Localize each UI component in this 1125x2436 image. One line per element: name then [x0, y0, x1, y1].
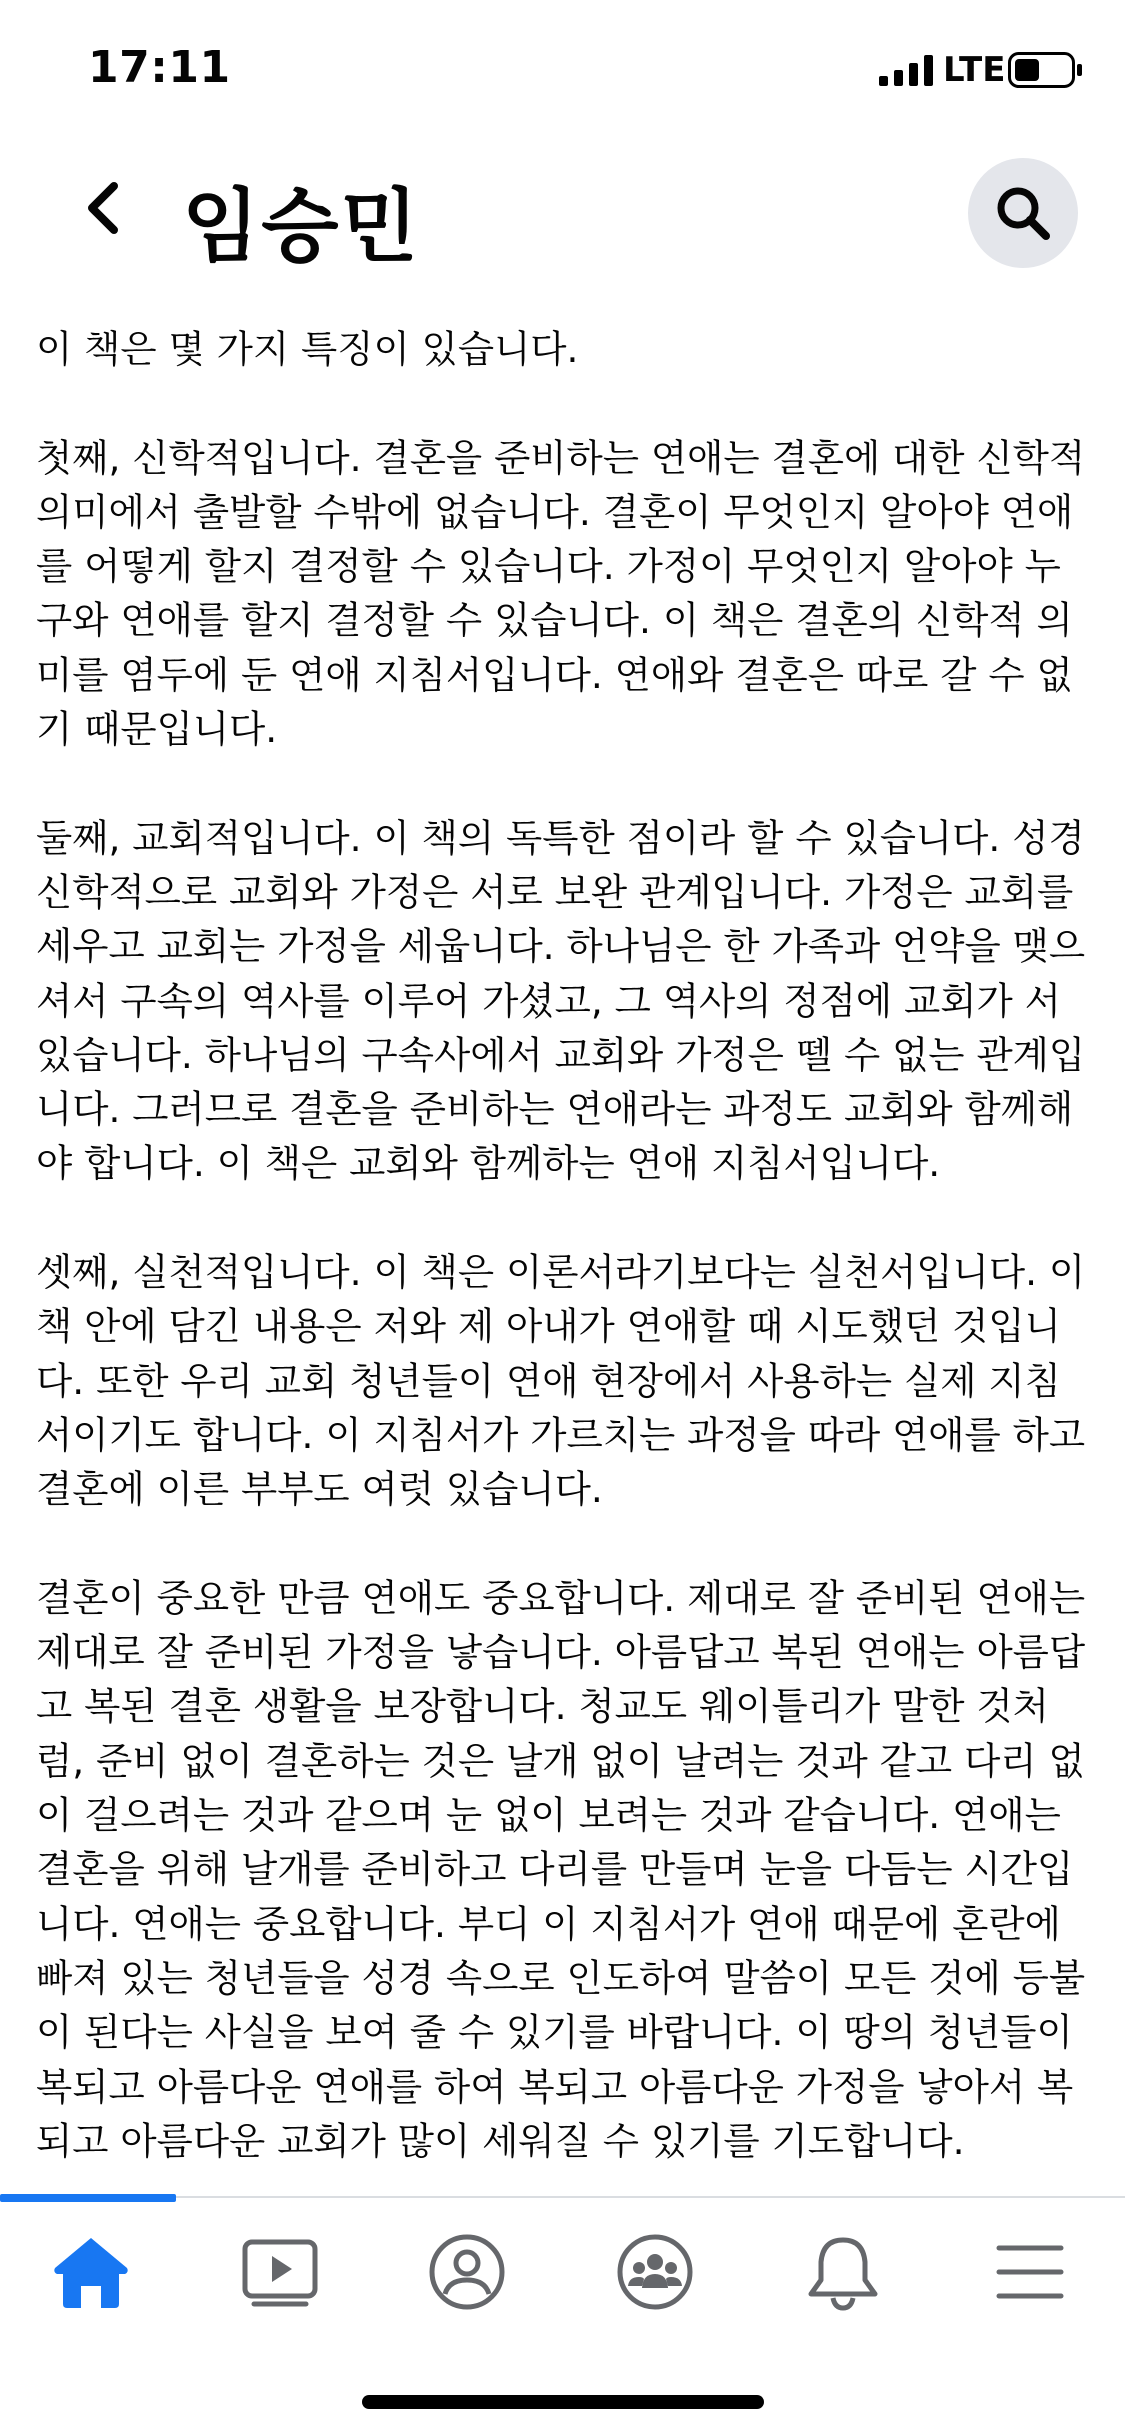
post-text	[36, 322, 1096, 2168]
post-line: 둘째, 교회적입니다. 이 책의 독특한 점이라 할 수 있습니다. 성경	[36, 815, 1085, 860]
chevron-left-icon	[82, 180, 122, 236]
nav-tab-menu[interactable]	[970, 2222, 1090, 2322]
search-icon	[993, 183, 1053, 243]
paragraph-spacer	[36, 1517, 1096, 1571]
nav-tab-watch[interactable]	[220, 2222, 340, 2322]
post-paragraph	[36, 811, 1096, 1191]
post-paragraph	[36, 1245, 1096, 1516]
home-icon	[51, 2234, 131, 2310]
post-line: 있습니다. 하나님의 구속사에서 교회와 가정은 뗄 수 없는 관계입	[36, 1032, 1086, 1077]
nav-tab-profile[interactable]	[407, 2222, 527, 2322]
post-line: 기 때문입니다.	[36, 707, 278, 752]
post-line: 결혼에 이른 부부도 여럿 있습니다.	[36, 1467, 603, 1512]
video-play-icon	[240, 2236, 320, 2308]
post-line: 고 복된 결혼 생활을 보장합니다. 청교도 웨이틀리가 말한 것처	[36, 1684, 1049, 1729]
post-line: 이 된다는 사실을 보여 줄 수 있기를 바랍니다. 이 땅의 청년들이	[36, 2010, 1073, 2055]
post-line: 신학적으로 교회와 가정은 서로 보완 관계입니다. 가정은 교회를	[36, 869, 1074, 914]
post-line: 서이기도 합니다. 이 지침서가 가르치는 과정을 따라 연애를 하고	[36, 1412, 1086, 1457]
post-line: 셔서 구속의 역사를 이루어 가셨고, 그 역사의 정점에 교회가 서	[36, 978, 1061, 1023]
post-line: 되고 아름다운 교회가 많이 세워질 수 있기를 기도합니다.	[36, 2118, 965, 2163]
search-button[interactable]	[968, 158, 1078, 268]
post-line: 이 걸으려는 것과 같으며 눈 없이 보려는 것과 같습니다. 연애는	[36, 1793, 1061, 1838]
post-line: 를 어떻게 할지 결정할 수 있습니다. 가정이 무엇인지 알아야 누	[36, 544, 1061, 589]
post-line: 복되고 아름다운 연애를 하여 복되고 아름다운 가정을 낳아서 복	[36, 2064, 1074, 2109]
post-line: 의미에서 출발할 수밖에 없습니다. 결혼이 무엇인지 알아야 연애	[36, 489, 1074, 534]
post-paragraph	[36, 322, 1096, 376]
profile-icon	[427, 2232, 507, 2312]
bell-icon	[805, 2232, 881, 2312]
post-line: 야 합니다. 이 책은 교회와 함께하는 연애 지침서입니다.	[36, 1141, 941, 1186]
status-bar	[0, 0, 1125, 140]
status-time: 17:11	[88, 42, 231, 93]
post-line: 결혼을 위해 날개를 준비하고 다리를 만들며 눈을 다듬는 시간입	[36, 1847, 1074, 1892]
nav-tab-home[interactable]	[31, 2222, 151, 2322]
active-tab-indicator	[0, 2194, 176, 2202]
post-line: 빠져 있는 청년들을 성경 속으로 인도하여 말씀이 모든 것에 등불	[36, 1955, 1086, 2000]
post-line: 제대로 잘 준비된 가정을 낳습니다. 아름답고 복된 연애는 아름답	[36, 1630, 1086, 1675]
back-button[interactable]	[66, 172, 138, 244]
nav-tab-groups[interactable]	[595, 2222, 715, 2322]
post-line: 이 책은 몇 가지 특징이 있습니다.	[36, 327, 579, 371]
signal-icon	[879, 54, 935, 86]
paragraph-spacer	[36, 756, 1096, 810]
network-type: LTE	[943, 50, 1006, 90]
page-title: 임승민	[182, 180, 420, 273]
paragraph-spacer	[36, 376, 1096, 430]
post-line: 니다. 연애는 중요합니다. 부디 이 지침서가 연애 때문에 혼란에	[36, 1901, 1061, 1946]
post-line: 구와 연애를 할지 결정할 수 있습니다. 이 책은 결혼의 신학적 의	[36, 598, 1073, 643]
post-line: 첫째, 신학적입니다. 결혼을 준비하는 연애는 결혼에 대한 신학적	[36, 435, 1086, 480]
groups-icon	[615, 2232, 695, 2312]
battery-icon	[1008, 52, 1084, 88]
home-indicator	[362, 2395, 764, 2409]
post-line: 책 안에 담긴 내용은 저와 제 아내가 연애할 때 시도했던 것입니	[36, 1304, 1061, 1349]
post-line: 니다. 그러므로 결혼을 준비하는 연애라는 과정도 교회와 함께해	[36, 1087, 1074, 1132]
bottom-nav	[0, 2202, 1125, 2342]
paragraph-spacer	[36, 1191, 1096, 1245]
post-line: 세우고 교회는 가정을 세웁니다. 하나님은 한 가족과 언약을 맺으	[36, 924, 1086, 969]
post-line: 결혼이 중요한 만큼 연애도 중요합니다. 제대로 잘 준비된 연애는	[36, 1575, 1086, 1620]
post-line: 셋째, 실천적입니다. 이 책은 이론서라기보다는 실천서입니다. 이	[36, 1250, 1086, 1295]
menu-icon	[995, 2242, 1065, 2302]
post-line: 다. 또한 우리 교회 청년들이 연애 현장에서 사용하는 실제 지침	[36, 1358, 1061, 1403]
post-paragraph	[36, 431, 1096, 757]
post-line: 럼, 준비 없이 결혼하는 것은 날개 없이 날려는 것과 같고 다리 없	[36, 1738, 1085, 1783]
nav-tab-notifications[interactable]	[783, 2222, 903, 2322]
page-header	[0, 140, 1125, 320]
post-paragraph	[36, 1571, 1096, 2168]
post-line: 미를 염두에 둔 연애 지침서입니다. 연애와 결혼은 따로 갈 수 없	[36, 652, 1073, 697]
